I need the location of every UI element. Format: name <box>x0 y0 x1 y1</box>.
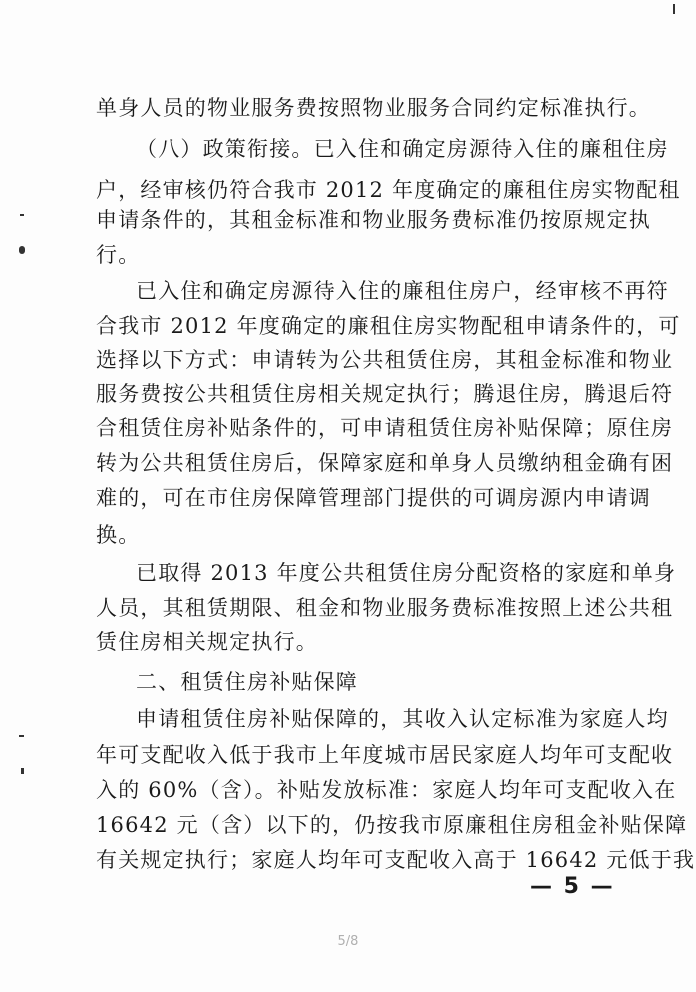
text-line-4: 申请条件的，其租金标准和物业服务费标准仍按原规定执 <box>96 208 651 232</box>
text-line-11: 转为公共租赁住房后，保障家庭和单身人员缴纳租金确有困 <box>96 451 674 475</box>
viewer-page-indicator: 5/8 <box>337 934 359 949</box>
text-line-8: 选择以下方式：申请转为公共租赁住房，其租金标准和物业 <box>96 348 674 372</box>
text-line-1: 单身人员的物业服务费按照物业服务合同约定标准执行。 <box>96 96 651 120</box>
text-line-15: 人员，其租赁期限、租金和物业服务费标准按照上述公共租 <box>96 596 674 620</box>
text-line-22: 有关规定执行；家庭人均年可支配收入高于 16642 元低于我 <box>96 848 696 872</box>
text-line-10: 合租赁住房补贴条件的，可申请租赁住房补贴保障；原住房 <box>96 416 674 440</box>
text-line-20: 入的 60%（含）。补贴发放标准：家庭人均年可支配收入在 <box>96 778 677 802</box>
text-line-16: 赁住房相关规定执行。 <box>96 630 318 654</box>
scan-mark <box>21 768 24 774</box>
text-line-2: （八）政策衔接。已入住和确定房源待入住的廉租住房 <box>136 137 669 161</box>
page-number: — 5 — <box>530 874 615 899</box>
text-line-9: 服务费按公共租赁住房相关规定执行；腾退住房，腾退后符 <box>96 382 674 406</box>
text-line-3: 户，经审核仍符合我市 2012 年度确定的廉租住房实物配租 <box>96 178 681 202</box>
scan-mark <box>19 246 25 254</box>
text-line-13: 换。 <box>96 523 141 547</box>
text-line-14: 已取得 2013 年度公共租赁住房分配资格的家庭和单身 <box>136 561 677 585</box>
scan-mark <box>19 735 24 737</box>
text-line-6: 已入住和确定房源待入住的廉租住房户，经审核不再符 <box>136 279 669 303</box>
text-line-18: 申请租赁住房补贴保障的，其收入认定标准为家庭人均 <box>136 707 669 731</box>
text-line-5: 行。 <box>96 243 141 267</box>
section-heading: 二、租赁住房补贴保障 <box>136 670 358 694</box>
scan-mark <box>673 4 675 14</box>
text-line-7: 合我市 2012 年度确定的廉租住房实物配租申请条件的，可 <box>96 314 681 338</box>
scan-mark <box>20 214 24 216</box>
text-line-12: 难的，可在市住房保障管理部门提供的可调房源内申请调 <box>96 486 651 510</box>
text-line-21: 16642 元（含）以下的，仍按我市原廉租住房租金补贴保障 <box>96 813 688 837</box>
text-line-19: 年可支配收入低于我市上年度城市居民家庭人均年可支配收 <box>96 743 674 767</box>
